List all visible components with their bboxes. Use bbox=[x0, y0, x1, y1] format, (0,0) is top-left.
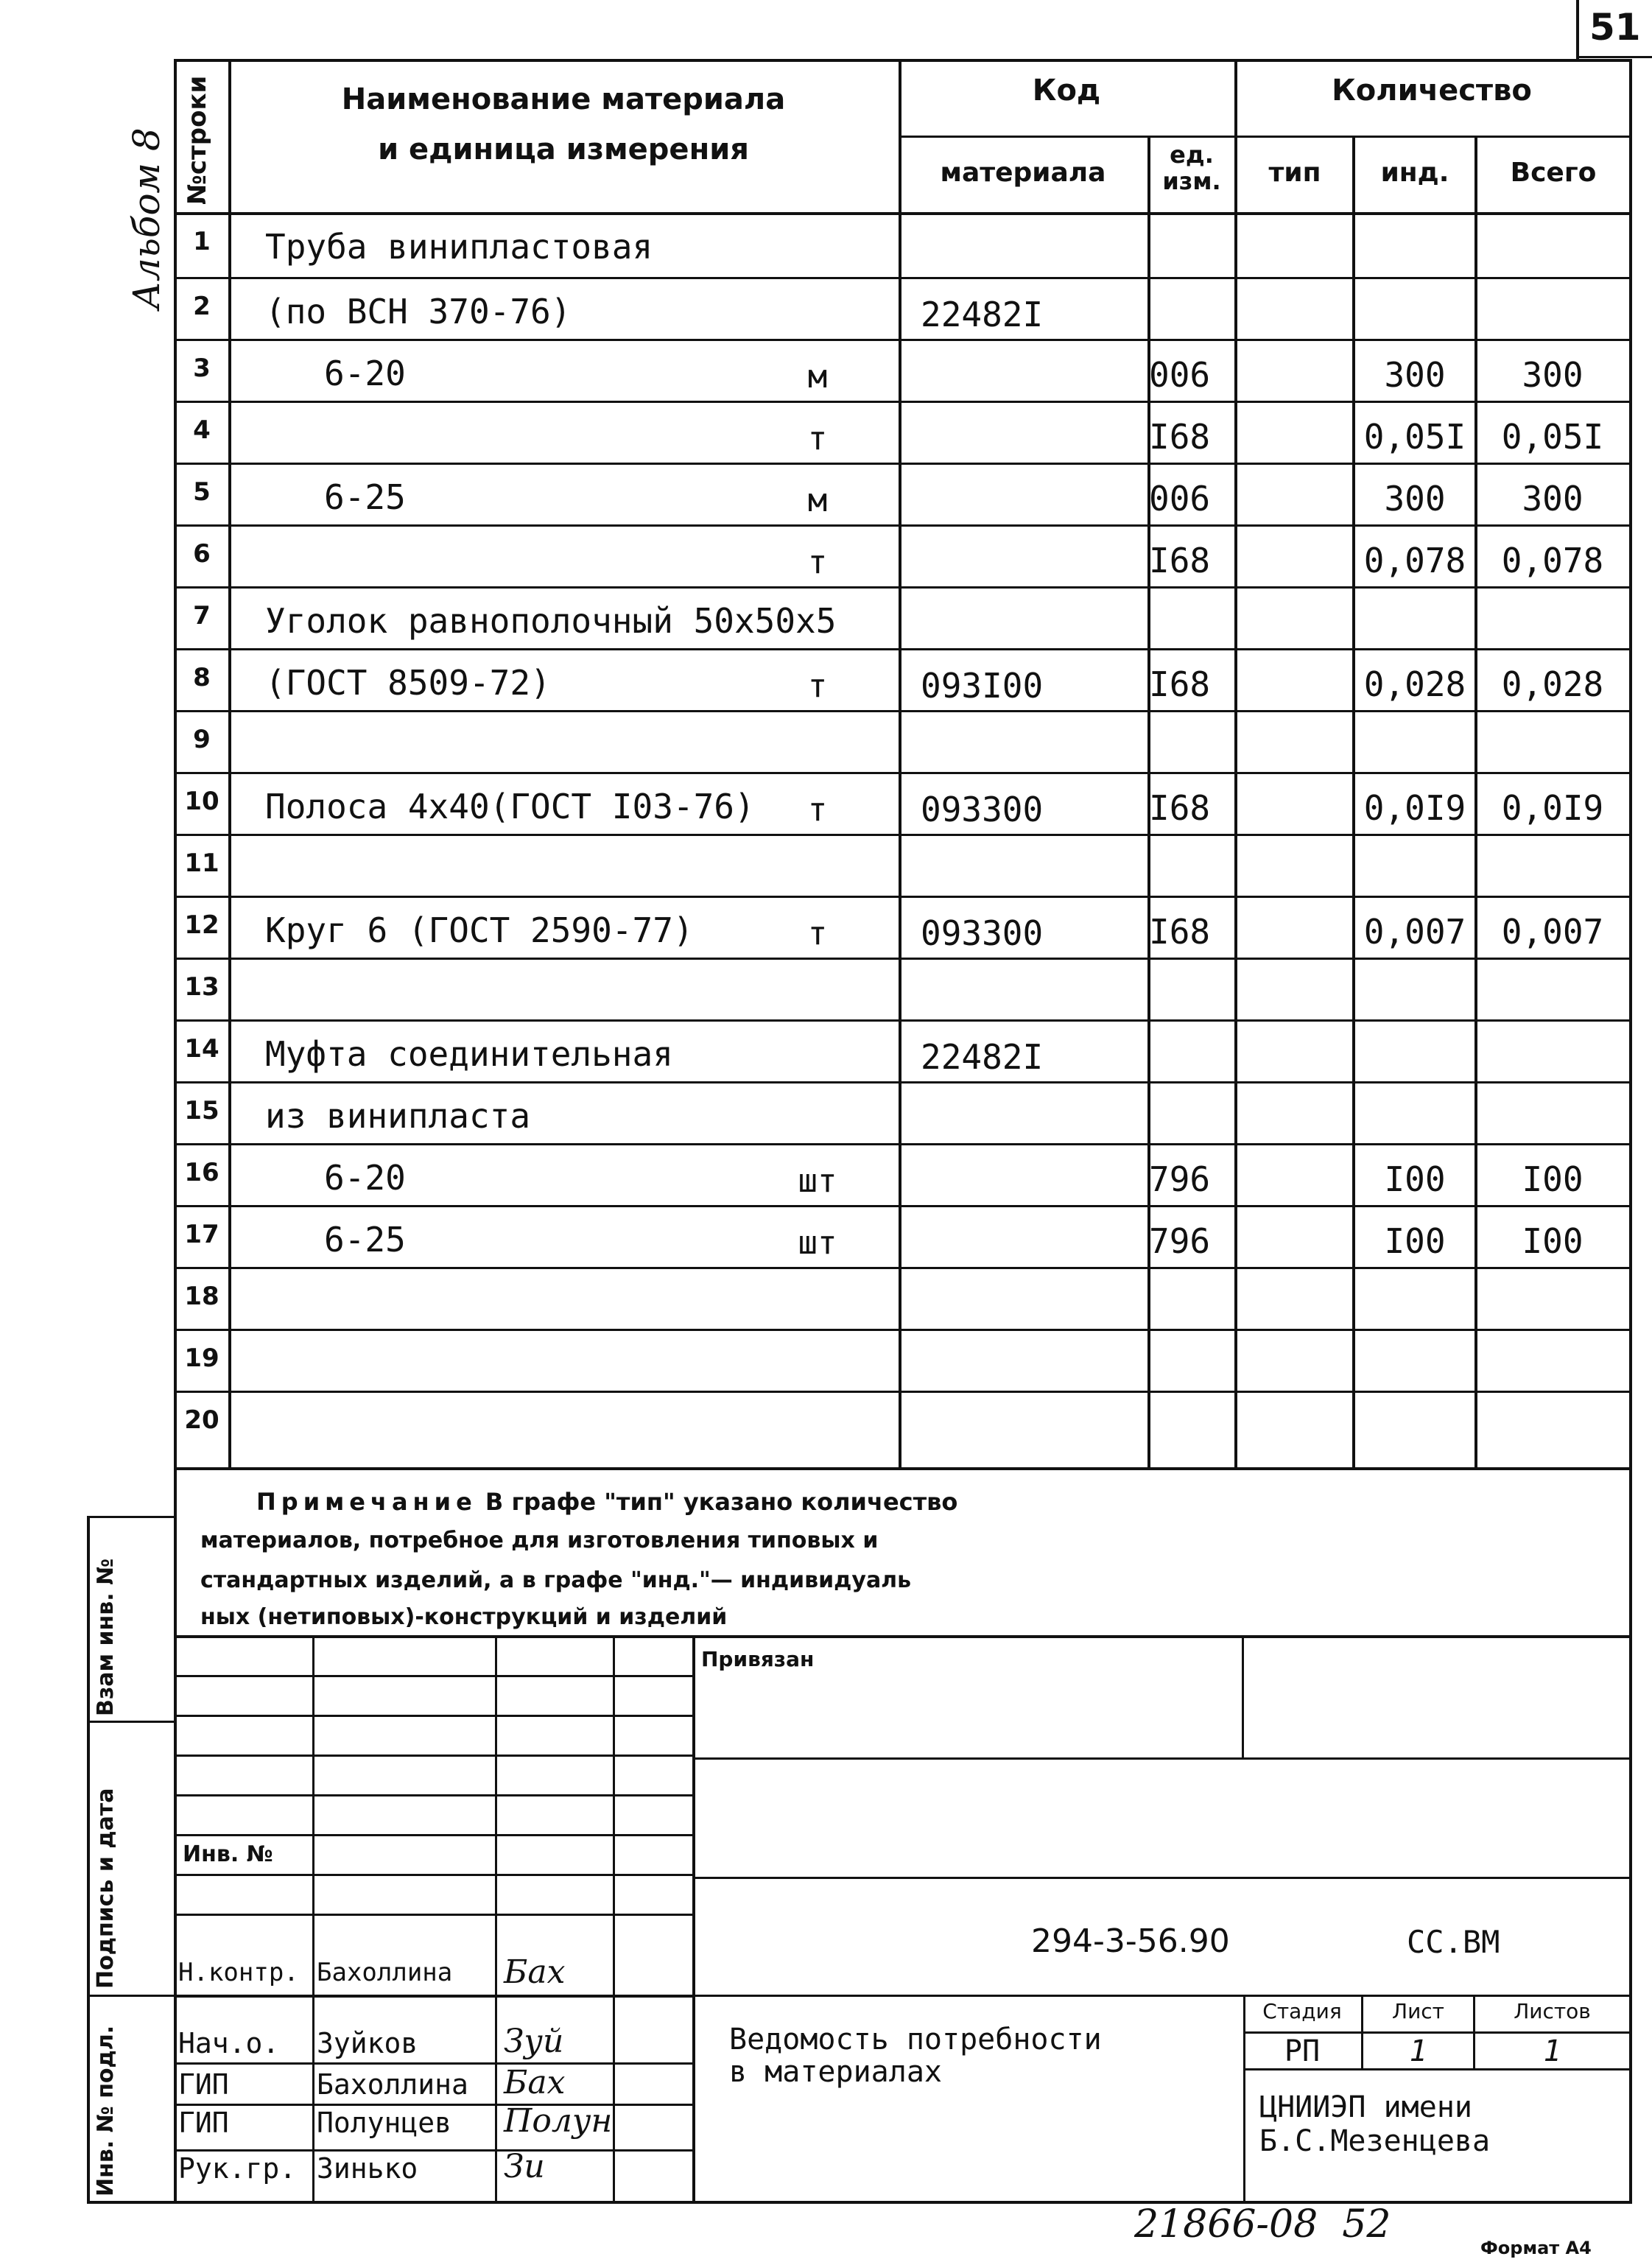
row-number: 9 bbox=[193, 725, 211, 754]
doc-code: СС.ВМ bbox=[1407, 1924, 1500, 1960]
qty-ind: I00 bbox=[1384, 1221, 1446, 1261]
row-number: 3 bbox=[193, 354, 211, 383]
row-number: 5 bbox=[193, 477, 211, 507]
signature: Зи bbox=[504, 2148, 545, 2185]
person-name: Бахоллина bbox=[317, 1958, 453, 1987]
right-h1 bbox=[692, 1757, 1632, 1760]
row-number: 13 bbox=[184, 972, 219, 1002]
row-number: 1 bbox=[193, 227, 211, 256]
sheet-label: Лист bbox=[1392, 1999, 1444, 2023]
grid-h3 bbox=[174, 1755, 692, 1757]
grid-v4 bbox=[692, 1635, 695, 2201]
qty-ind: 0,028 bbox=[1363, 664, 1466, 704]
stage-h2 bbox=[1243, 2068, 1632, 2070]
material-code: 093300 bbox=[921, 790, 1044, 829]
stage-label: Стадия bbox=[1262, 1999, 1342, 2023]
row-number: 19 bbox=[184, 1343, 219, 1373]
side-strip-top bbox=[87, 1516, 175, 1518]
material-code: 22482I bbox=[921, 1037, 1044, 1077]
header-qty-type: тип bbox=[1268, 158, 1321, 188]
side-label-inv-podl: Инв. № подл. bbox=[93, 2025, 119, 2196]
material-name: 6-25 bbox=[324, 1220, 406, 1260]
album-label: Альбом 8 bbox=[125, 127, 168, 309]
header-qty-total: Всего bbox=[1510, 158, 1597, 188]
stage-value: РП bbox=[1284, 2034, 1321, 2068]
grid-h7 bbox=[174, 1914, 692, 1916]
table-bottom-border bbox=[174, 1467, 1632, 1470]
header-code-unit: ед. изм. bbox=[1162, 141, 1221, 195]
qty-total: 0,028 bbox=[1501, 664, 1604, 704]
sheets-label: Листов bbox=[1514, 1999, 1591, 2023]
row-separator bbox=[174, 339, 1629, 341]
material-name: Уголок равнополочный 50х50х5 bbox=[265, 601, 837, 641]
qty-total: I00 bbox=[1522, 1159, 1584, 1199]
header-bottom-line bbox=[174, 212, 1632, 215]
side-strip-left bbox=[87, 1516, 90, 2204]
row-separator bbox=[174, 401, 1629, 403]
note-line1 bbox=[256, 1488, 957, 1516]
qty-ind: 300 bbox=[1384, 479, 1446, 519]
signature: Бах bbox=[504, 2064, 566, 2101]
grid-v3 bbox=[613, 1635, 615, 2201]
col-sep-name bbox=[899, 59, 901, 1467]
header-qty-ind: инд. bbox=[1380, 158, 1449, 188]
person-name: Бахоллина bbox=[317, 2068, 468, 2101]
qty-total: 0,0I9 bbox=[1501, 788, 1604, 828]
material-name: (ГОСТ 8509-72) bbox=[265, 663, 551, 703]
right-h3 bbox=[692, 1995, 1632, 1997]
side-label-vzam: Взам инв. № bbox=[93, 1558, 119, 1716]
table-left-border bbox=[174, 59, 177, 1470]
table-top-border bbox=[174, 59, 1632, 62]
sheet-value: 1 bbox=[1409, 2034, 1427, 2068]
header-name-line2: и единица измерения bbox=[378, 133, 749, 166]
stage-h1 bbox=[1243, 2031, 1632, 2034]
title-top-line bbox=[174, 1635, 1632, 1638]
row-separator bbox=[174, 1205, 1629, 1207]
header-row-no: №строки bbox=[183, 75, 212, 205]
person-name: Зинько bbox=[317, 2152, 418, 2185]
row-number: 14 bbox=[184, 1034, 219, 1064]
unit-code: I68 bbox=[1149, 664, 1211, 704]
unit: шт bbox=[798, 1162, 837, 1200]
title-bottom-border bbox=[87, 2201, 1632, 2204]
qty-total: I00 bbox=[1522, 1221, 1584, 1261]
grid-h8 bbox=[174, 1995, 692, 1998]
person-role: ГИП bbox=[178, 2107, 229, 2139]
unit-code: I68 bbox=[1149, 541, 1211, 580]
col-sep-rowno bbox=[228, 59, 231, 1467]
note-line2: материалов, потребное для изготовления типовых и bbox=[200, 1528, 879, 1553]
sheets-value: 1 bbox=[1543, 2034, 1561, 2068]
org-line1: ЦНИИЭП имени bbox=[1259, 2090, 1472, 2124]
qty-total: 0,078 bbox=[1501, 541, 1604, 580]
qty-total: 0,05I bbox=[1501, 417, 1604, 457]
grid-h10 bbox=[174, 2104, 692, 2106]
row-separator bbox=[174, 834, 1629, 836]
unit: т bbox=[807, 791, 828, 829]
page-number-box-border bbox=[1576, 0, 1579, 59]
material-name: (по ВСН 370-76) bbox=[265, 292, 572, 331]
grid-h9 bbox=[174, 2062, 692, 2065]
signature: Полун bbox=[504, 2102, 613, 2140]
material-name: 6-20 bbox=[324, 354, 406, 393]
person-name: Зуйков bbox=[317, 2027, 418, 2059]
person-name: Полунцев bbox=[317, 2107, 452, 2139]
row-separator bbox=[174, 896, 1629, 898]
qty-total: 300 bbox=[1522, 355, 1584, 395]
side-sep1 bbox=[87, 1721, 175, 1723]
grid-h5 bbox=[174, 1834, 692, 1836]
unit: т bbox=[807, 667, 828, 705]
col-sep-unit bbox=[1234, 59, 1237, 1467]
row-number: 6 bbox=[193, 539, 211, 569]
row-number: 17 bbox=[184, 1220, 219, 1249]
right-v-title bbox=[1243, 1995, 1245, 2201]
header-quantity: Количество bbox=[1332, 74, 1532, 108]
row-separator bbox=[174, 1391, 1629, 1393]
signature: Бах bbox=[504, 1953, 566, 1991]
row-separator bbox=[174, 277, 1629, 279]
qty-ind: 0,05I bbox=[1363, 417, 1466, 457]
qty-ind: 0,007 bbox=[1363, 912, 1466, 952]
grid-h1 bbox=[174, 1675, 692, 1677]
material-code: 22482I bbox=[921, 295, 1044, 334]
doc-title-line1: Ведомость потребности bbox=[729, 2023, 1102, 2056]
row-separator bbox=[174, 1019, 1629, 1022]
qty-ind: 300 bbox=[1384, 355, 1446, 395]
archive-sheet: 52 bbox=[1342, 2202, 1391, 2247]
row-separator bbox=[174, 1329, 1629, 1331]
qty-ind: I00 bbox=[1384, 1159, 1446, 1199]
unit-code: 006 bbox=[1149, 355, 1211, 395]
side-label-podpis: Подпись и дата bbox=[93, 1788, 119, 1989]
page-number-box-underline bbox=[1576, 56, 1652, 58]
material-code: 093I00 bbox=[921, 666, 1044, 706]
qty-ind: 0,078 bbox=[1363, 541, 1466, 580]
qty-total: 300 bbox=[1522, 479, 1584, 519]
row-number: 2 bbox=[193, 292, 211, 321]
row-separator bbox=[174, 1143, 1629, 1145]
row-number: 16 bbox=[184, 1158, 219, 1187]
doc-number: 294-3-56.90 bbox=[1031, 1922, 1230, 1960]
unit: м bbox=[807, 482, 828, 519]
unit: т bbox=[807, 544, 828, 581]
header-code-material: материала bbox=[940, 158, 1106, 188]
material-name: из винипласта bbox=[265, 1096, 531, 1136]
note-title: Примечание bbox=[256, 1488, 477, 1516]
unit-code: 006 bbox=[1149, 479, 1211, 519]
header-code: Код bbox=[1032, 74, 1101, 108]
table-right-border bbox=[1629, 59, 1632, 1470]
unit-code: I68 bbox=[1149, 788, 1211, 828]
material-name: Муфта соединительная bbox=[265, 1034, 673, 1074]
unit-code: I68 bbox=[1149, 417, 1211, 457]
unit: т bbox=[807, 420, 828, 457]
unit-code: 796 bbox=[1149, 1159, 1211, 1199]
row-number: 18 bbox=[184, 1282, 219, 1311]
row-number: 20 bbox=[184, 1405, 219, 1435]
doc-title-line2: в материалах bbox=[729, 2055, 942, 2089]
qty-total: 0,007 bbox=[1501, 912, 1604, 952]
row-number: 15 bbox=[184, 1096, 219, 1125]
unit: м bbox=[807, 358, 828, 396]
lower-right-border bbox=[1629, 1467, 1632, 2201]
note-line1-rest: В графе "тип" указано количество bbox=[485, 1488, 958, 1516]
person-role: Рук.гр. bbox=[178, 2152, 297, 2185]
grid-h11 bbox=[174, 2149, 692, 2152]
row-number: 10 bbox=[184, 787, 219, 816]
material-name: 6-20 bbox=[324, 1158, 406, 1198]
row-separator bbox=[174, 1081, 1629, 1083]
grid-v1 bbox=[312, 1635, 314, 2201]
row-separator bbox=[174, 710, 1629, 712]
format-label: Формат А4 bbox=[1480, 2238, 1592, 2258]
row-separator bbox=[174, 772, 1629, 774]
row-separator bbox=[174, 958, 1629, 960]
grid-h6 bbox=[174, 1874, 692, 1876]
side-sep2 bbox=[87, 1995, 175, 1997]
privyazan-label: Привязан bbox=[701, 1647, 815, 1671]
row-number: 4 bbox=[193, 415, 211, 445]
archive-number bbox=[1134, 2202, 1391, 2247]
unit-code: I68 bbox=[1149, 912, 1211, 952]
note-line4: ных (нетиповых)-конструкций и изделий bbox=[200, 1604, 728, 1630]
right-h2 bbox=[692, 1877, 1632, 1879]
material-name: Круг 6 (ГОСТ 2590-77) bbox=[265, 910, 694, 950]
material-name: Полоса 4х40(ГОСТ I03-76) bbox=[265, 787, 755, 826]
note-line3: стандартных изделий, а в графе "инд."— индивидуаль bbox=[200, 1567, 912, 1593]
person-role: Нач.о. bbox=[178, 2027, 280, 2059]
row-number: 11 bbox=[184, 849, 219, 878]
unit: шт bbox=[798, 1224, 837, 1262]
person-role: ГИП bbox=[178, 2068, 229, 2101]
row-number: 12 bbox=[184, 910, 219, 940]
material-name: 6-25 bbox=[324, 477, 406, 517]
row-separator bbox=[174, 1267, 1629, 1269]
row-separator bbox=[174, 648, 1629, 650]
row-separator bbox=[174, 586, 1629, 589]
archive-no: 21866-08 bbox=[1134, 2202, 1318, 2247]
row-number: 7 bbox=[193, 601, 211, 631]
signature: Зуй bbox=[504, 2023, 564, 2060]
row-separator bbox=[174, 463, 1629, 465]
header-mid-line bbox=[899, 136, 1629, 138]
page-number: 51 bbox=[1589, 6, 1641, 49]
inv-no-label: Инв. № bbox=[183, 1841, 273, 1867]
row-separator bbox=[174, 524, 1629, 527]
unit: т bbox=[807, 915, 828, 952]
unit-code: 796 bbox=[1149, 1221, 1211, 1261]
row-number: 8 bbox=[193, 663, 211, 692]
header-name-line1: Наименование материала bbox=[341, 82, 786, 116]
grid-h2 bbox=[174, 1715, 692, 1717]
material-name: Труба винипластовая bbox=[265, 227, 653, 267]
grid-h4 bbox=[174, 1794, 692, 1796]
privyazan-sep bbox=[1242, 1635, 1244, 1759]
grid-v2 bbox=[495, 1635, 497, 2201]
org-line2: Б.С.Мезенцева bbox=[1259, 2124, 1491, 2158]
person-role: Н.контр. bbox=[178, 1958, 299, 1987]
material-code: 093300 bbox=[921, 913, 1044, 953]
qty-ind: 0,0I9 bbox=[1363, 788, 1466, 828]
